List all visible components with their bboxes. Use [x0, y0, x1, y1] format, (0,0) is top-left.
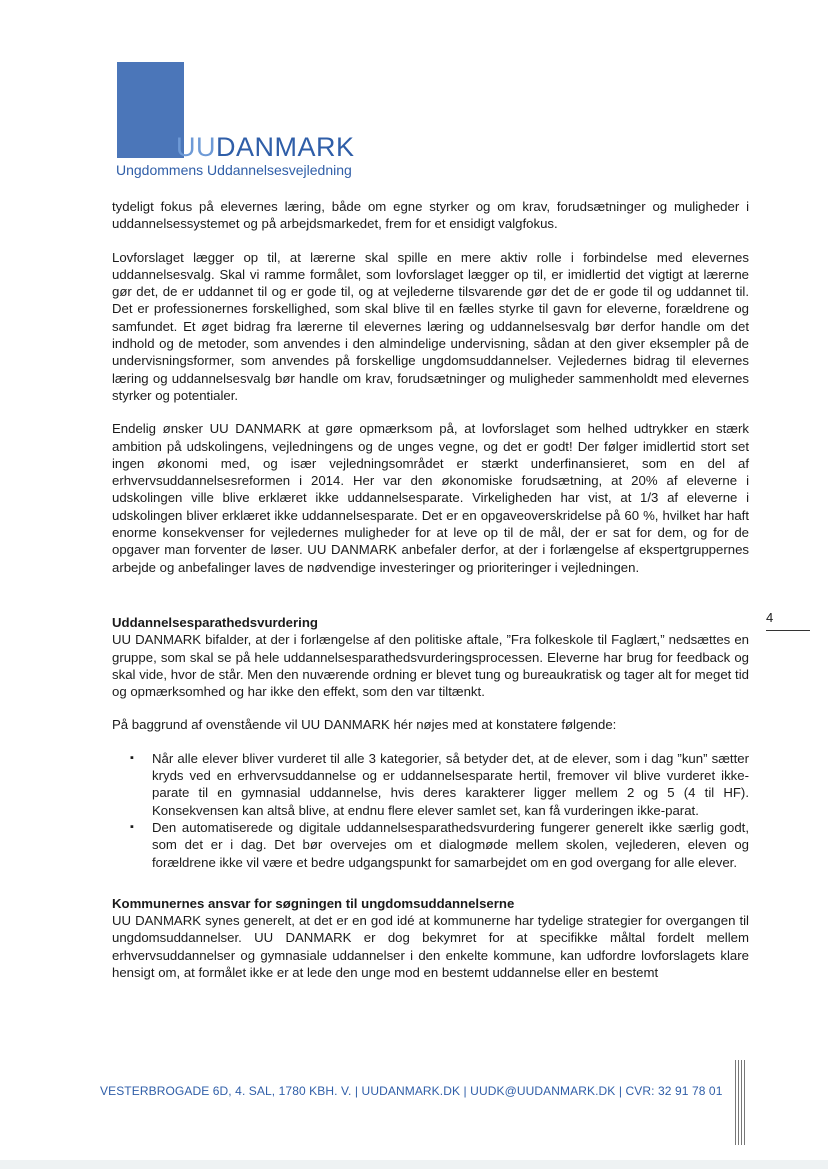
logo-subtitle: Ungdommens Uddannelsesvejledning	[116, 162, 352, 178]
logo-uu: UU	[176, 132, 216, 162]
paragraph-1: tydeligt fokus på elevernes læring, både om egne styrker og om krav, forudsætninger og muligheder i uddannelsessystemet og på arbejdsmarkedet, frem for et ensidigt valgfokus.	[112, 199, 749, 232]
logo-danmark: DANMARK	[216, 132, 355, 162]
heading-uddannelsesparathed: Uddannelsesparathedsvurdering	[112, 614, 318, 630]
footer-contact: VESTERBROGADE 6D, 4. SAL, 1780 KBH. V. | UUDANMARK.DK | UUDK@UUDANMARK.DK | CVR: 32 91 78 01	[100, 1084, 723, 1098]
logo-square	[117, 62, 184, 158]
footer-bars-decoration	[735, 1060, 745, 1145]
page-number-rule	[766, 630, 810, 631]
letter-body	[112, 198, 749, 997]
list-item: ▪ Den automatiserede og digitale uddannelsesparathedsvurdering fungerer generelt ikke særlig godt, som det er i dag. Det bør overvejes om et dialogmøde mellem skolen, vejlederen, eleven og forældrene ikke vil være et bedre udgangspunkt for samarbejdet om en god overgang for alle elever.	[152, 819, 749, 871]
page-number: 4	[766, 610, 774, 625]
paragraph-5: På baggrund af ovenstående vil UU DANMARK hér nøjes med at konstatere følgende:	[112, 717, 617, 733]
paragraph-3: Endelig ønsker UU DANMARK at gøre opmærksom på, at lovforslaget som helhed udtrykker en stærk ambition på udskolingens, vejledningens og de unges vegne, og det er godt! Der følger imidlertid stort set ingen økonomi med, og især vejledningsområdet er stærkt underfinansieret, som en del af erhvervsuddannelsesreformen i 2014. Her var den økonomiske forudsætning, at 20% af eleverne i udskolingen ville blive erklæret ikke uddannelsesparate. Virkeligheden har vist, at 1/3 af eleverne i udskolingen bliver erklæret ikke uddannelsesparate. Det er en opgaveoverskridelse på 60 %, hvilket har haft enorme konsekvenser for vejledernes muligheder for at leve op til de mål, der er sat for dem, og for de opgaver man forventer de løser. UU DANMARK anbefaler derfor, at der i forlængelse af ekspertgruppernes arbejde og anbefalinger laves de nødvendige investeringer og prioriteringer i vejledningen.	[112, 421, 749, 575]
logo-wordmark	[176, 132, 355, 162]
bullet-list	[112, 750, 749, 871]
paragraph-4: UU DANMARK bifalder, at der i forlængelse af den politiske aftale, ”Fra folkeskole til Faglært,” nedsættes en gruppe, som skal se på hele uddannelsesparathedsvurderingsprocessen. Eleverne har brug for feedback og skal vide, hvor de står. Men den nuværende ordning er blevet tung og bureaukratisk og tager alt for meget tid og opmærksomhed og har ikke den effekt, som den var tiltænkt.	[112, 632, 749, 700]
paragraph-2: Lovforslaget lægger op til, at lærerne skal spille en mere aktiv rolle i forbindelse med elevernes uddannelsesvalg. Skal vi ramme formålet, som lovforslaget lægger op til, er imidlertid det vigtigt at lærerne gør det, de er uddannet til og er gode til, og at vejlederne tilsvarende gør det de er gode til og uddannet til. Det er professionernes forskellighed, som skal blive til en fælles styrke til gavn for eleverne, forældrene og samfundet. Et øget bidrag fra lærerne til elevernes læring og uddannelsesvalg bør derfor handle om det indhold og de metoder, som anvendes i den almindelige undervisning, sådan at den giver eksempler på de undervisningsformer, som anvendes på forskellige ungdomsuddannelser. Vejledernes bidrag til elevernes læring og uddannelsesvalg bør handle om krav, forudsætninger og muligheder sammenholdt med elevernes styrker og potentialer.	[112, 249, 749, 403]
heading-kommunernes-ansvar: Kommunernes ansvar for søgningen til ungdomsuddannelserne	[112, 895, 515, 911]
paragraph-6: UU DANMARK synes generelt, at det er en god idé at kommunerne har tydelige strategier for overgangen til ungdomsuddannelser. UU DANMARK er dog bekymret for at specifikke måltal fordelt mellem erhvervsuddannelser og gymnasiale uddannelser i den enkelte kommune, kan udfordre lovforslagets klare hensigt om, at formålet ikke er at lede den unge mod en bestemt uddannelse eller en bestemt	[112, 913, 749, 980]
page-bottom-edge	[0, 1160, 828, 1169]
list-item: ▪ Når alle elever bliver vurderet til alle 3 kategorier, så betyder det, at de elever, som i dag ”kun” sætter kryds ved en erhvervsuddannelse og er uddannelsesparate hertil, fremover vil blive vurderet ikke-parate til en gymnasial uddannelse, hvis deres karakterer ligger mellem 2 og 5 (4 til HF). Konsekvensen kan altså blive, at endnu flere elever samlet set, kan få vurderingen ikke-parat.	[152, 750, 749, 819]
